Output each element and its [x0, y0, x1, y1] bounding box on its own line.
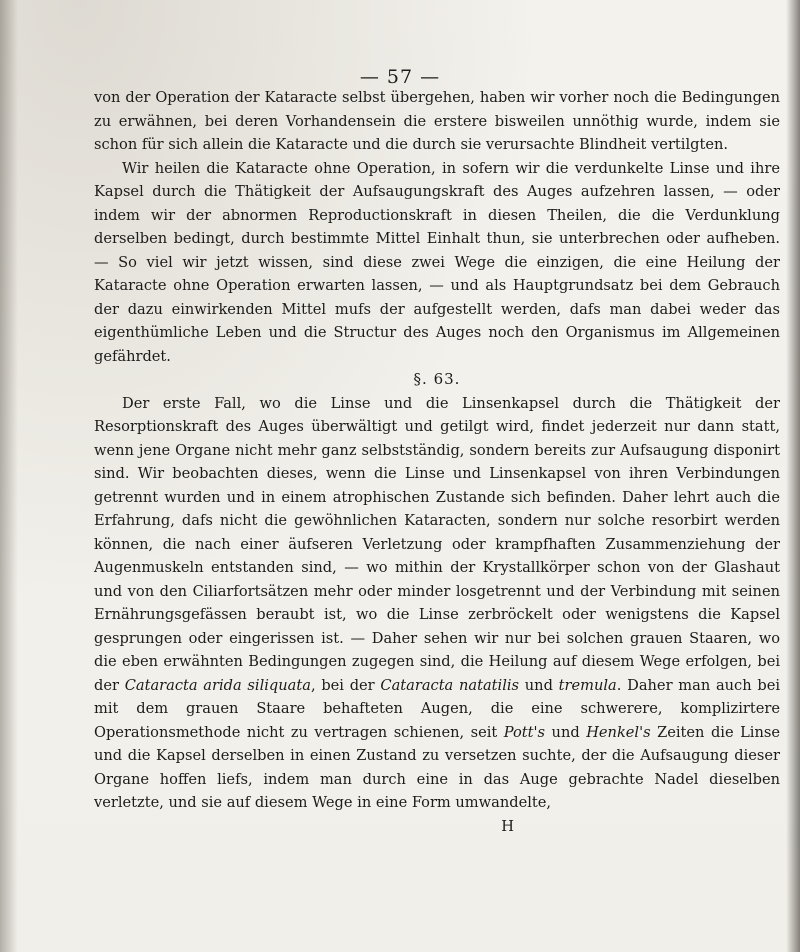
paragraph-text: Der erste Fall, wo die Linse und die Linsenkapsel durch die Thätigkeit der Resorptionskraft des Auges überwältigt und getilgt wird, findet jederzeit nur dann statt, wenn jene Organe nicht mehr ganz selbstständig, sondern bereits zur Aufsaugung disponirt sind. Wir beobachten dieses, wenn die Linse und Linsenkapsel von ihren Verbindungen getrennt wurden und in einem atrophischen Zustande sich befinden. Daher lehrt auch die Erfahrung, dafs nicht die gewöhnlichen Kataracten, sondern nur solche resorbirt werden können, die nach einer äufseren Verletzung oder krampfhaften Zusammenziehung der Augenmuskeln entstanden sind, — wo mithin der Krystallkörper schon von der Glashaut und von den Ciliarfortsätzen mehr oder minder losgetrennt und der Verbindung mit seinen Ernährungsgefässen beraubt ist, wo die Linse zerbröckelt oder wenigstens die Kapsel gesprungen oder eingerissen ist. — Daher sehen wir nur bei solchen grauen Staaren, wo die eben erwähnten Bedingungen zugegen sind, die Heilung auf diesem Wege erfolgen, bei der — [94, 394, 780, 694]
paragraph-text: . Daher man auch bei mit dem grauen Staare behafteten Augen, die eine schwerere, komplizirtere Operationsmethode nicht zu vertragen schienen, seit — [94, 676, 781, 741]
term-cataracta-natatilis: Cataracta natatilis — [380, 676, 520, 694]
term-cataracta-arida: Cataracta arida siliquata — [124, 676, 311, 694]
paragraph-heilung: Wir heilen die Kataracte ohne Operation, in sofern wir die verdunkelte Linse und ihre Kapsel durch die Thätigkeit der Aufsaugungskraft des Auges aufzehren lassen, — oder indem wir der abnormen Reproductionskraft in diesen Theilen, die die Verdunklung derselben bedingt, durch bestimmte Mittel Einhalt thun, sie unterbrechen oder aufheben. — So viel wir jetzt wissen, sind diese zwei Wege die einzigen, die eine Heilung der Kataracte ohne Operation erwarten lassen, — und als Hauptgrundsatz bei dem Gebrauch der dazu einwirkenden Mittel mufs der aufgestellt werden, dafs man dabei weder das eigenthümliche Leben und die Structur des Auges noch den Organismus im Allgemeinen gefährdet. — [94, 159, 780, 365]
term-tremula: tremula — [558, 676, 617, 694]
catchword: H — [501, 817, 514, 835]
page-number: — 57 — — [359, 66, 441, 88]
paragraph-text: , bei der — [310, 676, 375, 694]
paragraph-erster-fall — [94, 392, 780, 815]
name-henkel: Henkel's — [586, 723, 651, 741]
paragraph-text: und — [524, 676, 553, 694]
paragraph-text: und — [551, 723, 580, 741]
paragraph-continuation: von der Operation der Kataracte selbst übergehen, haben wir vorher noch die Bedingungen zu erwähnen, bei deren Vorhandensein die erstere bisweilen unnöthig wurde, indem sie schon für sich allein die Kataracte und die durch sie verursachte Blindheit vertilgten. — [94, 89, 780, 153]
section-heading: §. 63. — [413, 370, 461, 388]
page-body — [94, 86, 780, 838]
name-pott: Pott's — [503, 723, 546, 741]
paragraph-text: Zeiten die Linse und die Kapsel derselben in einen Zustand zu versetzen suchte, der die Aufsaugung dieser Organe hoffen liefs, indem man durch eine in das Auge gebrachte Nadel dieselben verletzte, und sie auf diesem Wege in eine Form umwandelte, — [94, 723, 780, 811]
